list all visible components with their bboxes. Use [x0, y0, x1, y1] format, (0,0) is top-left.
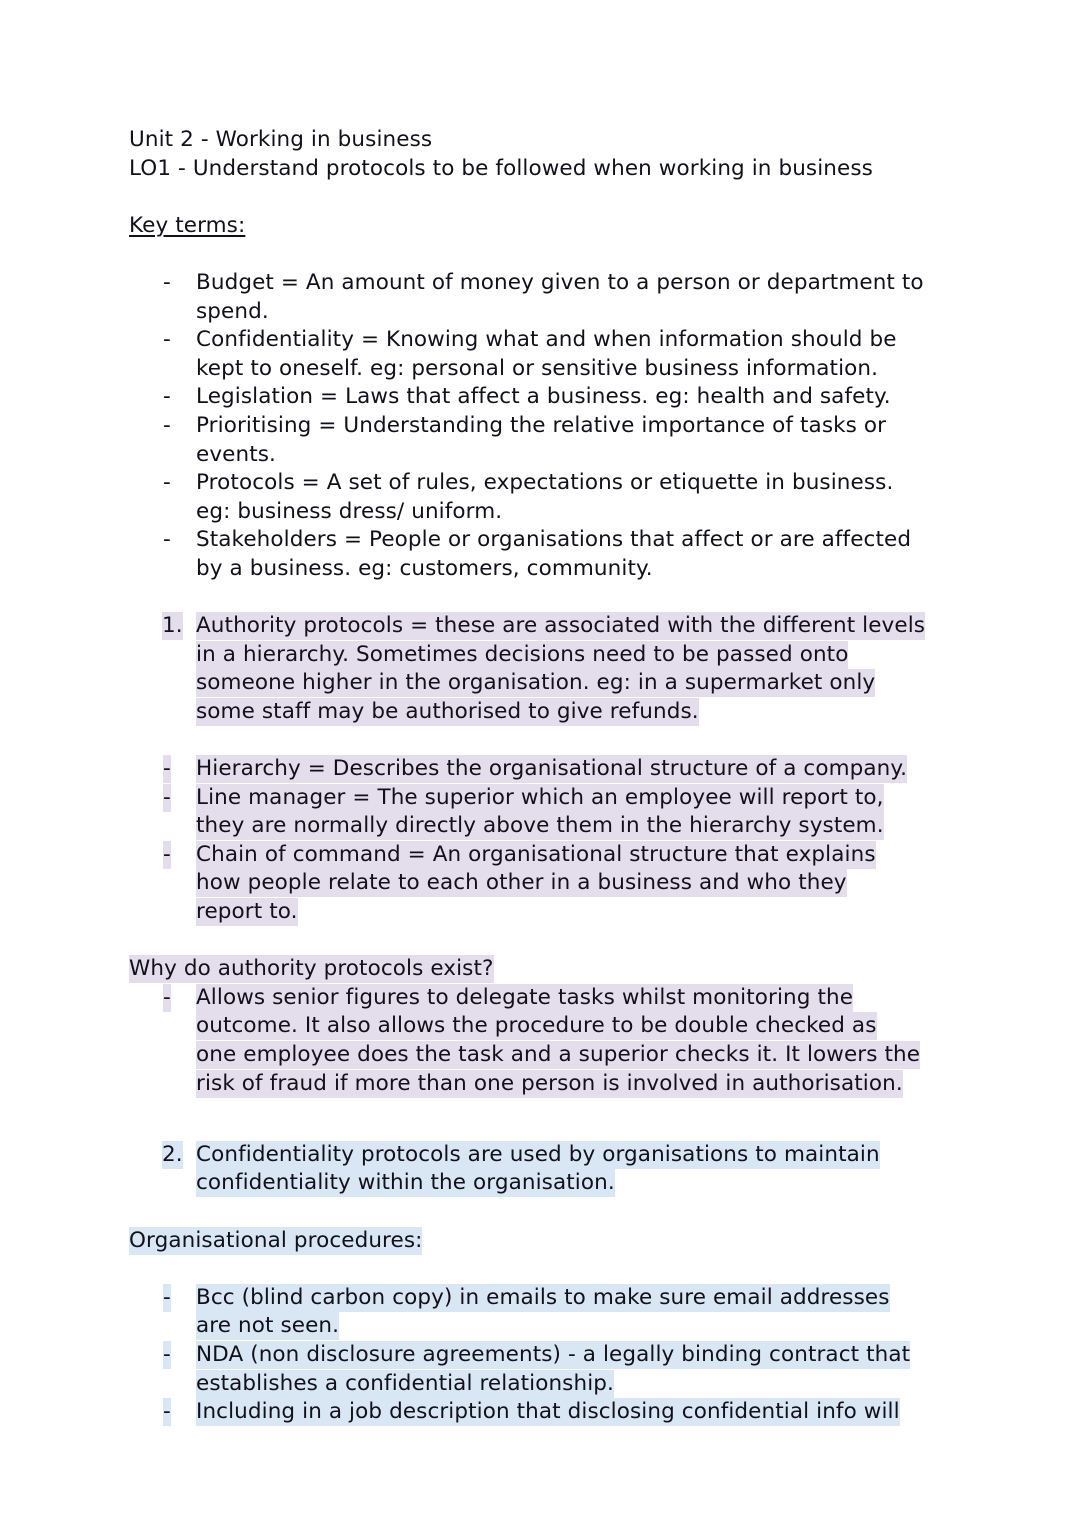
numbered-list-item [129, 612, 959, 726]
list-item-line: Prioritising = Understanding the relative importance of tasks or [196, 412, 887, 438]
highlighted-text: Bcc (blind carbon copy) in emails to make sure email addresses [196, 1284, 890, 1310]
list-item-line: kept to oneself. eg: personal or sensitive business information. [196, 355, 879, 381]
list-item-line [196, 612, 959, 641]
list-item [129, 269, 959, 326]
list-item [129, 841, 959, 927]
spacer [129, 1127, 959, 1141]
why-question: Why do authority protocols exist? [129, 956, 494, 982]
bullet-dash-text: - [163, 784, 171, 810]
list-item-line [196, 669, 959, 698]
list-item-line [196, 1341, 959, 1370]
spacer [129, 183, 959, 212]
bullet-dash-text: - [163, 841, 171, 867]
bullet-dash [163, 755, 193, 784]
list-item-line [196, 1169, 959, 1198]
highlighted-text: Authority protocols = these are associated with the different levels [196, 613, 926, 639]
list-number-text: 1. [162, 613, 183, 639]
list-item-line [196, 784, 959, 813]
list-item-line: events. [196, 441, 276, 467]
title-line-unit: Unit 2 - Working in business [129, 127, 433, 152]
bullet-dash-text: - [163, 1284, 171, 1310]
list-item-line [196, 869, 959, 898]
bullet-dash: - [163, 527, 171, 553]
spacer [129, 1198, 959, 1227]
spacer [129, 927, 959, 956]
organisational-procedures-list [129, 1284, 959, 1427]
highlighted-text: report to. [196, 899, 298, 925]
list-item [129, 326, 959, 383]
highlighted-text: establishes a confidential relationship. [196, 1370, 614, 1396]
bullet-dash: - [163, 384, 171, 410]
highlighted-text: in a hierarchy. Sometimes decisions need to be passed onto [196, 641, 849, 667]
authority-protocols-block [129, 612, 959, 726]
spacer [129, 584, 959, 613]
highlighted-text: outcome. It also allows the procedure to be double checked as [196, 1013, 877, 1039]
bullet-dash [163, 1284, 193, 1313]
confidentiality-protocols-block [129, 1141, 959, 1198]
bullet-dash-text: - [163, 1399, 171, 1425]
title-line-lo1: LO1 - Understand protocols to be followed when working in business [129, 155, 873, 181]
bullet-dash [163, 1398, 193, 1427]
highlighted-text: Hierarchy = Describes the organisational structure of a company. [196, 756, 908, 782]
list-item-line [196, 1370, 959, 1399]
bullet-dash: - [163, 470, 171, 496]
bullet-dash: - [163, 412, 171, 438]
highlighted-text: risk of fraud if more than one person is involved in authorisation. [196, 1070, 903, 1096]
bullet-dash: - [163, 327, 171, 353]
highlighted-text: Confidentiality protocols are used by organisations to maintain [196, 1141, 880, 1167]
list-item-line [196, 841, 959, 870]
list-item-line: spend. [196, 298, 269, 324]
list-number [162, 612, 194, 641]
list-item-line: eg: business dress/ uniform. [196, 498, 503, 524]
highlighted-text: Line manager = The superior which an employee will report to, [196, 784, 884, 810]
highlighted-text: are not seen. [196, 1313, 340, 1339]
numbered-list-item [129, 1141, 959, 1198]
list-item-line [196, 1312, 959, 1341]
list-item-line [196, 755, 959, 784]
list-item [129, 755, 959, 784]
list-item-line [196, 1041, 959, 1070]
list-item [129, 383, 959, 412]
spacer [129, 1255, 959, 1284]
why-question-wrap [129, 955, 959, 984]
highlighted-text: someone higher in the organisation. eg: in a supermarket only [196, 670, 876, 696]
bullet-dash: - [163, 269, 171, 295]
bullet-dash-text: - [163, 756, 171, 782]
list-item-line [196, 641, 959, 670]
highlighted-text: one employee does the task and a superior checks it. It lowers the [196, 1042, 921, 1067]
list-item-line [196, 898, 959, 927]
organisational-procedures-heading-wrap [129, 1227, 959, 1256]
list-item-line: Confidentiality = Knowing what and when information should be [196, 327, 897, 353]
bullet-dash [163, 984, 193, 1013]
key-terms-heading: Key terms: [129, 212, 246, 238]
list-item [129, 1341, 959, 1398]
list-item-line: by a business. eg: customers, community. [196, 555, 653, 581]
spacer [129, 240, 959, 269]
list-item-line [196, 812, 959, 841]
key-terms-heading-wrap [129, 212, 959, 241]
list-item-line [196, 1284, 959, 1313]
list-item-line [196, 1141, 959, 1170]
bullet-dash [163, 1341, 193, 1370]
list-item [129, 984, 959, 1098]
list-item [129, 1284, 959, 1341]
highlighted-text: some staff may be authorised to give refunds. [196, 698, 699, 724]
list-number-text: 2. [162, 1141, 183, 1167]
why-answer-list [129, 984, 959, 1098]
highlighted-text: how people relate to each other in a business and who they [196, 870, 847, 896]
spacer [129, 1098, 959, 1127]
list-item-line [196, 1070, 959, 1099]
list-item-line: Protocols = A set of rules, expectations or etiquette in business. [196, 470, 894, 496]
highlighted-text: Including in a job description that disclosing confidential info will [196, 1399, 900, 1425]
list-item [129, 469, 959, 526]
bullet-dash-text: - [163, 984, 171, 1010]
key-terms-list [129, 269, 959, 584]
list-item-line [196, 1398, 959, 1427]
list-item-line [196, 1012, 959, 1041]
list-item-line [196, 984, 959, 1013]
spacer [129, 726, 959, 755]
highlighted-text: Allows senior figures to delegate tasks whilst monitoring the [196, 984, 854, 1010]
highlighted-text: confidentiality within the organisation. [196, 1170, 615, 1196]
list-item-line: Budget = An amount of money given to a person or department to [196, 269, 924, 295]
bullet-dash-text: - [163, 1341, 171, 1367]
bullet-dash [163, 784, 193, 813]
highlighted-text: NDA (non disclosure agreements) - a legally binding contract that [196, 1341, 911, 1367]
list-item [129, 1398, 959, 1427]
document-title-block [129, 126, 959, 183]
list-number [162, 1141, 194, 1170]
document-body [129, 126, 959, 1427]
list-item [129, 784, 959, 841]
highlighted-text: they are normally directly above them in the hierarchy system. [196, 813, 884, 839]
list-item-line: Legislation = Laws that affect a business. eg: health and safety. [196, 384, 891, 410]
highlighted-text: Chain of command = An organisational structure that explains [196, 841, 876, 867]
list-item-line: Stakeholders = People or organisations that affect or are affected [196, 527, 912, 553]
bullet-dash [163, 841, 193, 870]
list-item [129, 412, 959, 469]
hierarchy-terms-list [129, 755, 959, 927]
organisational-procedures-heading: Organisational procedures: [129, 1227, 423, 1253]
list-item [129, 526, 959, 583]
list-item-line [196, 698, 959, 727]
